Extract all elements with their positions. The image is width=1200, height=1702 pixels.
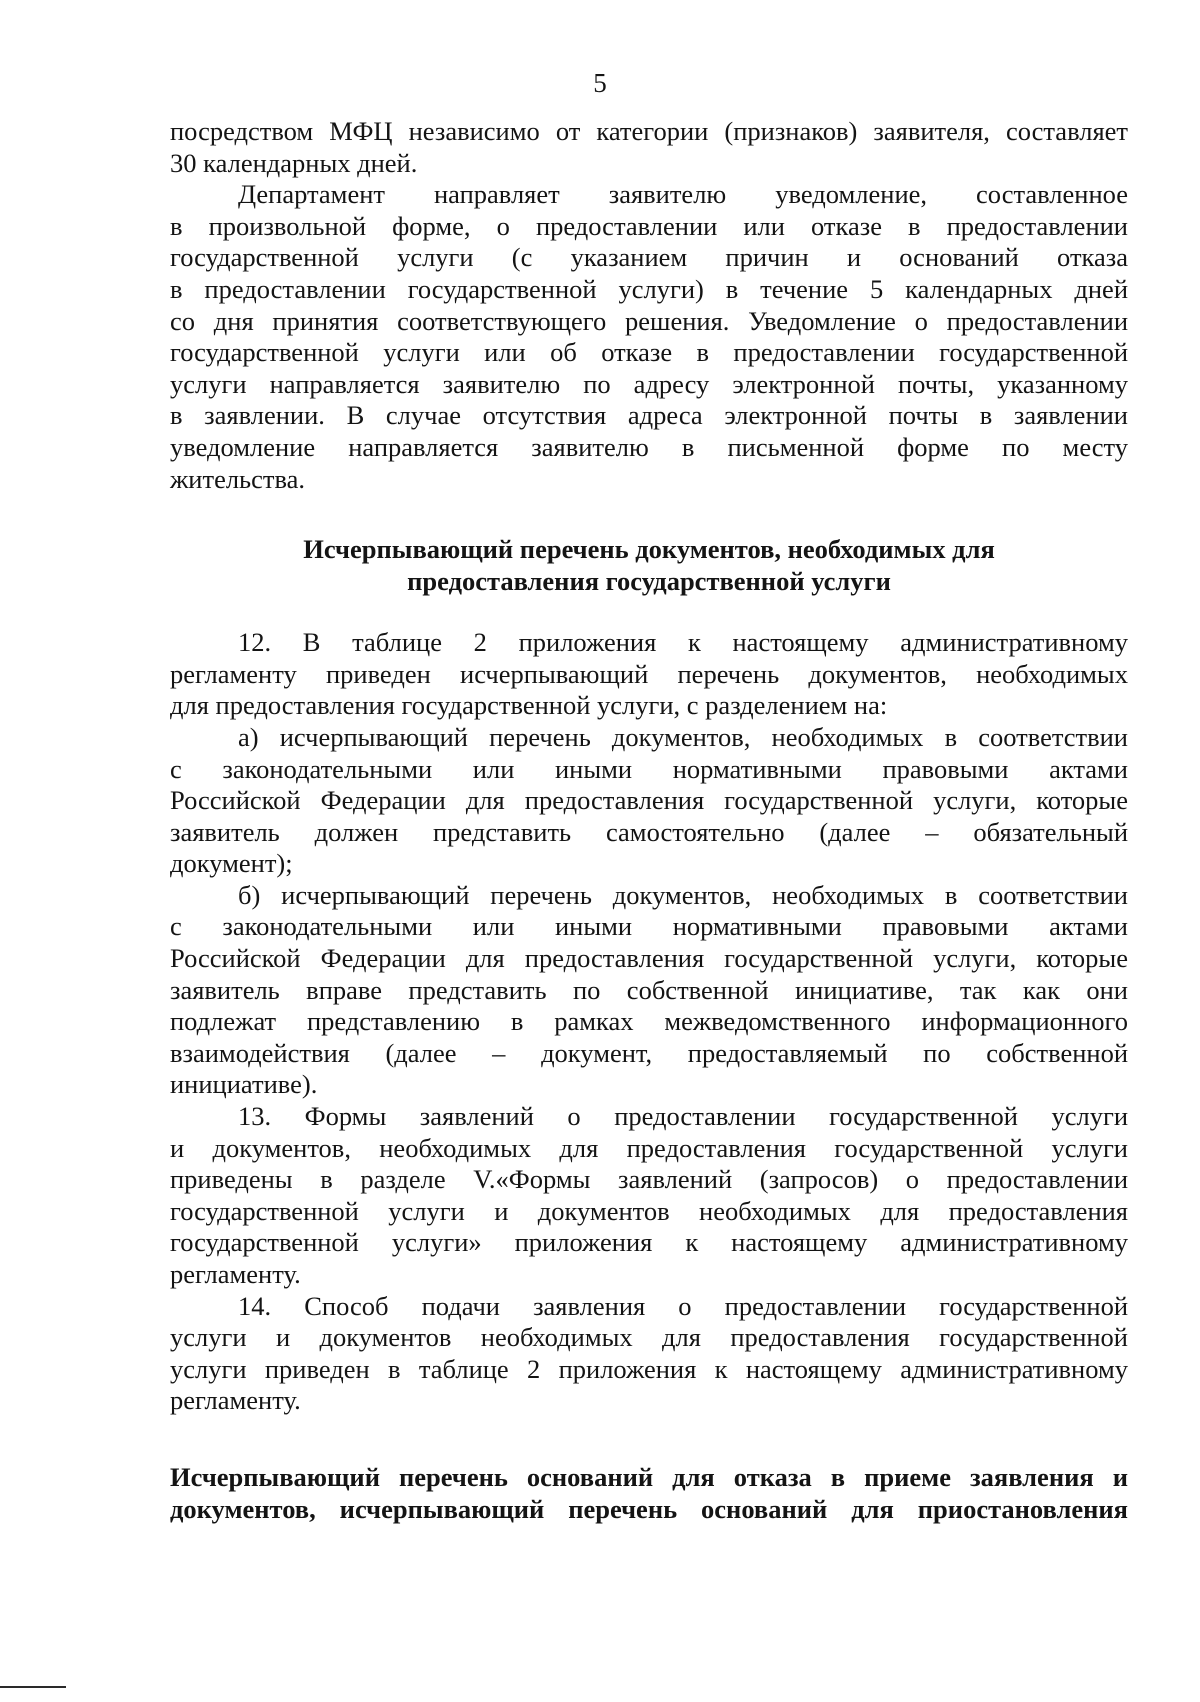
- heading-line: предоставления государственной услуги: [407, 566, 891, 597]
- text-line: 30 календарных дней.: [170, 147, 418, 178]
- text-line: государственной услуги и документов необходимых для предоставления: [170, 1195, 1128, 1226]
- text-line: подлежат представлению в рамках межведомственного информационного: [170, 1006, 1128, 1037]
- text-line: 12. В таблице 2 приложения к настоящему административному: [238, 627, 1128, 658]
- paragraph-14: [170, 1291, 1128, 1417]
- text-line: регламенту.: [170, 1385, 301, 1416]
- text-line: услуги направляется заявителю по адресу электронной почты, указанному: [170, 368, 1128, 399]
- text-line: для предоставления государственной услуги, с разделением на:: [170, 690, 888, 721]
- paragraph-notification: [170, 179, 1128, 495]
- section-heading-refusal: [170, 1461, 1128, 1525]
- text-line: посредством МФЦ независимо от категории (признаков) заявителя, составляет: [170, 116, 1128, 146]
- text-line: государственной услуги или об отказе в предоставлении государственной: [170, 337, 1128, 368]
- paragraph-12: [170, 627, 1128, 722]
- text-line: со дня принятия соответствующего решения. Уведомление о предоставлении: [170, 305, 1128, 336]
- text-line: регламенту.: [170, 1259, 301, 1289]
- text-line: Департамент направляет заявителю уведомление, составленное: [238, 179, 1128, 210]
- paragraph-13: [170, 1101, 1128, 1291]
- text-line: с законодательными или иными нормативными правовыми актами: [170, 911, 1128, 942]
- text-line: в заявлении. В случае отсутствия адреса электронной почты в заявлении: [170, 400, 1128, 431]
- text-line: государственной услуги (с указанием причин и оснований отказа: [170, 242, 1128, 273]
- text-line: регламенту приведен исчерпывающий перечень документов, необходимых: [170, 658, 1128, 689]
- text-line: уведомление направляется заявителю в письменной форме по месту: [170, 431, 1128, 462]
- text-line: а) исчерпывающий перечень документов, необходимых в соответствии: [238, 721, 1128, 752]
- text-line: б) исчерпывающий перечень документов, необходимых в соответствии: [238, 879, 1128, 910]
- text-line: жительства.: [170, 463, 306, 494]
- text-line: государственной услуги» приложения к настоящему административному: [170, 1227, 1128, 1258]
- heading-line: Исчерпывающий перечень оснований для отказа в приеме заявления и: [170, 1461, 1128, 1492]
- heading-line: Исчерпывающий перечень документов, необходимых для: [303, 534, 995, 565]
- list-item-a: [170, 722, 1128, 880]
- text-line: инициативе).: [170, 1069, 318, 1100]
- text-line: услуги и документов необходимых для предоставления государственной: [170, 1322, 1128, 1353]
- paragraph-processing-time: [170, 116, 1128, 179]
- text-line: услуги приведен в таблице 2 приложения к настоящему административному: [170, 1353, 1128, 1384]
- text-line: 14. Способ подачи заявления о предоставлении государственной: [238, 1290, 1128, 1321]
- text-line: взаимодействия (далее – документ, предоставляемый по собственной: [170, 1037, 1128, 1068]
- text-line: заявитель должен представить самостоятельно (далее – обязательный: [170, 816, 1128, 847]
- text-line: Российской Федерации для предоставления государственной услуги, которые: [170, 785, 1128, 816]
- text-line: с законодательными или иными нормативными правовыми актами: [170, 753, 1128, 784]
- text-line: заявитель вправе представить по собственной инициативе, так как они: [170, 974, 1128, 1005]
- section-heading-documents: [170, 533, 1128, 597]
- page-body: [170, 116, 1128, 1525]
- list-item-b: [170, 880, 1128, 1101]
- text-line: Российской Федерации для предоставления государственной услуги, которые: [170, 943, 1128, 974]
- text-line: приведены в разделе V.«Формы заявлений (запросов) о предоставлении: [170, 1164, 1128, 1195]
- text-line: 13. Формы заявлений о предоставлении государственной услуги: [238, 1101, 1128, 1132]
- heading-line: документов, исчерпывающий перечень оснований для приостановления: [170, 1493, 1128, 1524]
- text-line: и документов, необходимых для предоставления государственной услуги: [170, 1132, 1128, 1163]
- text-line: в предоставлении государственной услуги) в течение 5 календарных дней: [170, 273, 1128, 304]
- scan-edge-mark: [0, 1686, 66, 1688]
- text-line: документ);: [170, 848, 293, 879]
- text-line: в произвольной форме, о предоставлении или отказе в предоставлении: [170, 210, 1128, 241]
- page-number: 5: [593, 68, 607, 98]
